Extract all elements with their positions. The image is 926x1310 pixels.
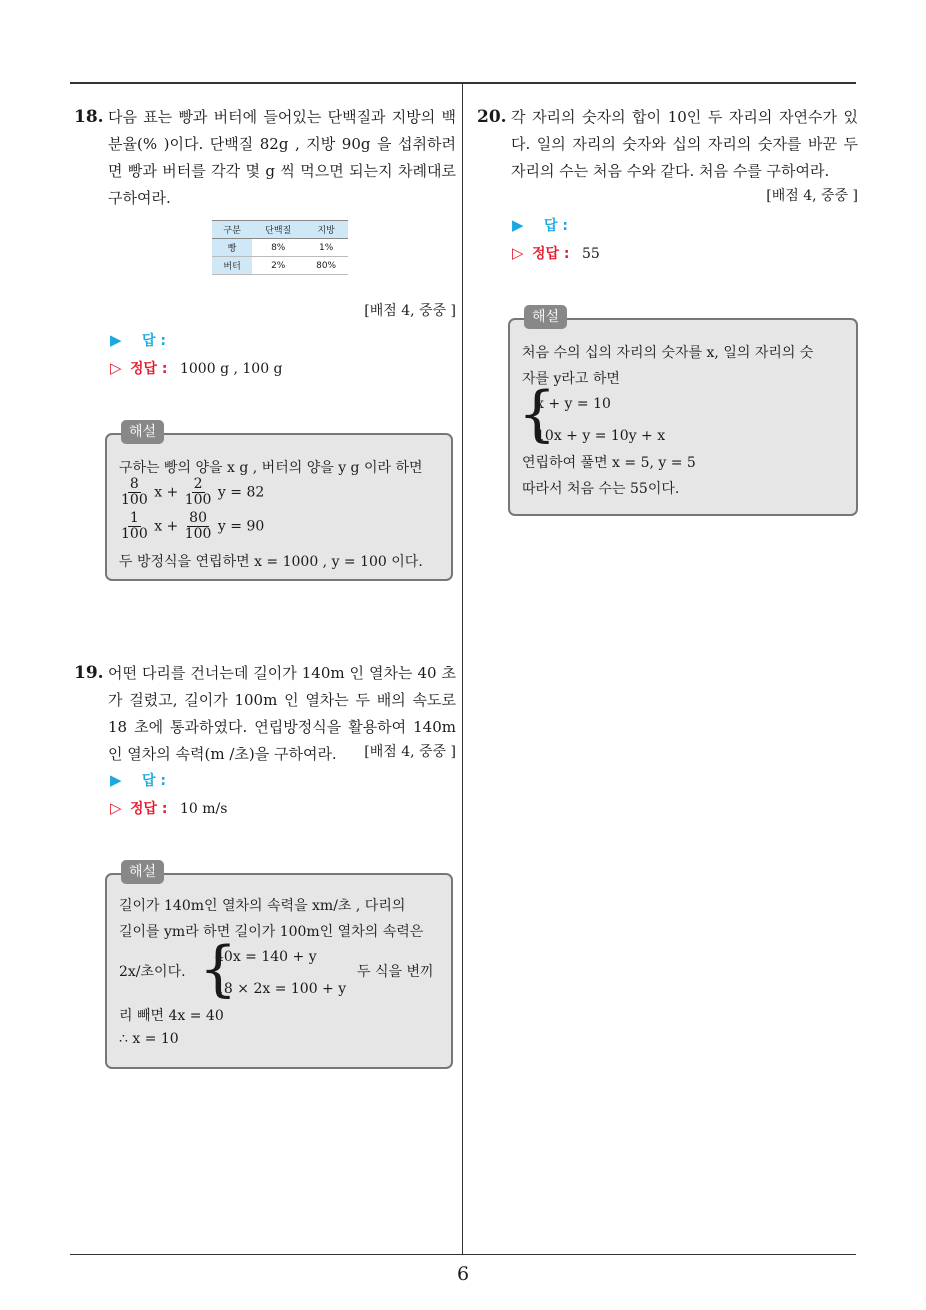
fraction: $\frac{2}{100}$ bbox=[184, 476, 212, 508]
system-equation-1: 40x = 140 + y bbox=[215, 949, 317, 965]
table-cell: 2% bbox=[252, 257, 304, 275]
table-row bbox=[212, 239, 348, 257]
answer-label: 답 : bbox=[142, 773, 166, 789]
top-rule bbox=[70, 82, 856, 84]
explanation-tag: 해설 bbox=[121, 420, 164, 444]
explanation-line: 두 식을 변끼 bbox=[357, 964, 434, 980]
correct-answer-label: 정답 : bbox=[532, 246, 570, 262]
explanation-line: 처음 수의 십의 자리의 숫자를 x, 일의 자리의 숫 bbox=[522, 345, 814, 361]
fraction: $\frac{1}{100}$ bbox=[121, 510, 148, 542]
explanation-body bbox=[119, 455, 439, 575]
correct-answer-value: 10 m/s bbox=[179, 801, 228, 817]
answer-label: 답 : bbox=[544, 218, 568, 234]
table-row bbox=[212, 257, 348, 275]
table-cell: 8% bbox=[252, 239, 304, 257]
outline-triangle-icon: ▷ bbox=[110, 799, 122, 817]
page-number: 6 bbox=[456, 1263, 470, 1285]
score-label: [배점 4, 중중 ] bbox=[364, 744, 456, 760]
outline-triangle-icon: ▷ bbox=[512, 244, 524, 262]
correct-answer-label: 정답 : bbox=[130, 801, 168, 817]
fraction: $\frac{80}{100}$ bbox=[184, 510, 212, 542]
correct-answer-label: 정답 : bbox=[130, 361, 168, 377]
filled-triangle-icon: ▶ bbox=[110, 331, 122, 349]
table-header: 지방 bbox=[304, 221, 348, 239]
explanation-line: 자를 y라고 하면 bbox=[522, 371, 620, 387]
system-equation-1: x + y = 10 bbox=[536, 396, 611, 412]
problem-number: 19. bbox=[74, 663, 104, 683]
explanation-line: 리 빼면 4x = 40 bbox=[119, 1008, 224, 1024]
problem-text: 다음 표는 빵과 버터에 들어있는 단백질과 지방의 백분율(% )이다. 단백질 82g , 지방 90g 을 섭취하려면 빵과 버터를 각각 몇 g 씩 먹으면 되는지 차례대로 구하여라. bbox=[108, 108, 456, 207]
explanation-line: 길이가 140m인 열차의 속력을 xm/초 , 다리의 bbox=[119, 898, 406, 914]
answer-row bbox=[110, 330, 166, 351]
system-brace: { bbox=[199, 934, 238, 1004]
explanation-body bbox=[119, 893, 439, 1063]
problem-number: 18. bbox=[74, 107, 104, 127]
explanation-line: ∴ x = 10 bbox=[119, 1031, 179, 1047]
explanation-tag: 해설 bbox=[524, 305, 567, 329]
score-label: [배점 4, 중중 ] bbox=[766, 188, 858, 204]
explanation-tag: 해설 bbox=[121, 860, 164, 884]
correct-answer-value: 55 bbox=[581, 246, 600, 262]
score-label: [배점 4, 중중 ] bbox=[364, 303, 456, 319]
explanation-line: 2x/초이다. bbox=[119, 964, 186, 980]
equation-1: $\frac{8}{100}$ x + $\frac{2}{100}$ y = 82 bbox=[121, 476, 265, 508]
explanation-line: 따라서 처음 수는 55이다. bbox=[522, 481, 680, 497]
explanation-line: 구하는 빵의 양을 x g , 버터의 양을 y g 이라 하면 bbox=[119, 460, 423, 476]
table-cell: 80% bbox=[304, 257, 348, 275]
problem-text: 어떤 다리를 건너는데 길이가 140m 인 열차는 40 초가 걸렸고, 길이가 100m 인 열차는 두 배의 속도로 18 초에 통과하였다. 연립방정식을 활용하여 140m 인 열차의 속력(m /초)을 구하여라. bbox=[108, 664, 456, 763]
system-brace: { bbox=[518, 379, 557, 449]
explanation-line: 길이를 ym라 하면 길이가 100m인 열차의 속력은 bbox=[119, 924, 424, 940]
correct-answer-row bbox=[110, 798, 227, 819]
system-equation-2: 10x + y = 10y + x bbox=[536, 428, 666, 444]
problem-20 bbox=[477, 104, 858, 185]
problem-text: 각 자리의 숫자의 합이 10인 두 자리의 자연수가 있다. 일의 자리의 숫자와 십의 자리의 숫자를 바꾼 두 자리의 수는 처음 수와 같다. 처음 수를 구하여라. bbox=[511, 108, 858, 180]
table-cell: 버터 bbox=[212, 257, 252, 275]
answer-row bbox=[110, 770, 166, 791]
correct-answer-row bbox=[512, 243, 600, 264]
table-header: 단백질 bbox=[252, 221, 304, 239]
table-cell: 1% bbox=[304, 239, 348, 257]
answer-label: 답 : bbox=[142, 333, 166, 349]
explanation-box bbox=[508, 309, 858, 516]
system-equation-2: 18 × 2x = 100 + y bbox=[215, 981, 347, 997]
fraction: $\frac{8}{100}$ bbox=[121, 476, 148, 508]
column-divider bbox=[462, 83, 463, 1255]
explanation-box bbox=[105, 864, 453, 1069]
equation-2: $\frac{1}{100}$ x + $\frac{80}{100}$ y = 90 bbox=[121, 510, 265, 542]
table-cell: 빵 bbox=[212, 239, 252, 257]
filled-triangle-icon: ▶ bbox=[512, 216, 524, 234]
table-header: 구분 bbox=[212, 221, 252, 239]
problem-18 bbox=[74, 104, 456, 212]
explanation-line: 연립하여 풀면 x = 5, y = 5 bbox=[522, 455, 696, 471]
nutrition-table bbox=[212, 220, 348, 275]
explanation-box bbox=[105, 424, 453, 581]
correct-answer-row bbox=[110, 358, 283, 379]
outline-triangle-icon: ▷ bbox=[110, 359, 122, 377]
filled-triangle-icon: ▶ bbox=[110, 771, 122, 789]
explanation-body bbox=[518, 340, 844, 510]
explanation-line: 두 방정식을 연립하면 x = 1000 , y = 100 이다. bbox=[119, 554, 423, 570]
problem-number: 20. bbox=[477, 107, 507, 127]
bottom-rule bbox=[70, 1254, 856, 1255]
correct-answer-value: 1000 g , 100 g bbox=[179, 361, 283, 377]
answer-row bbox=[512, 215, 568, 236]
